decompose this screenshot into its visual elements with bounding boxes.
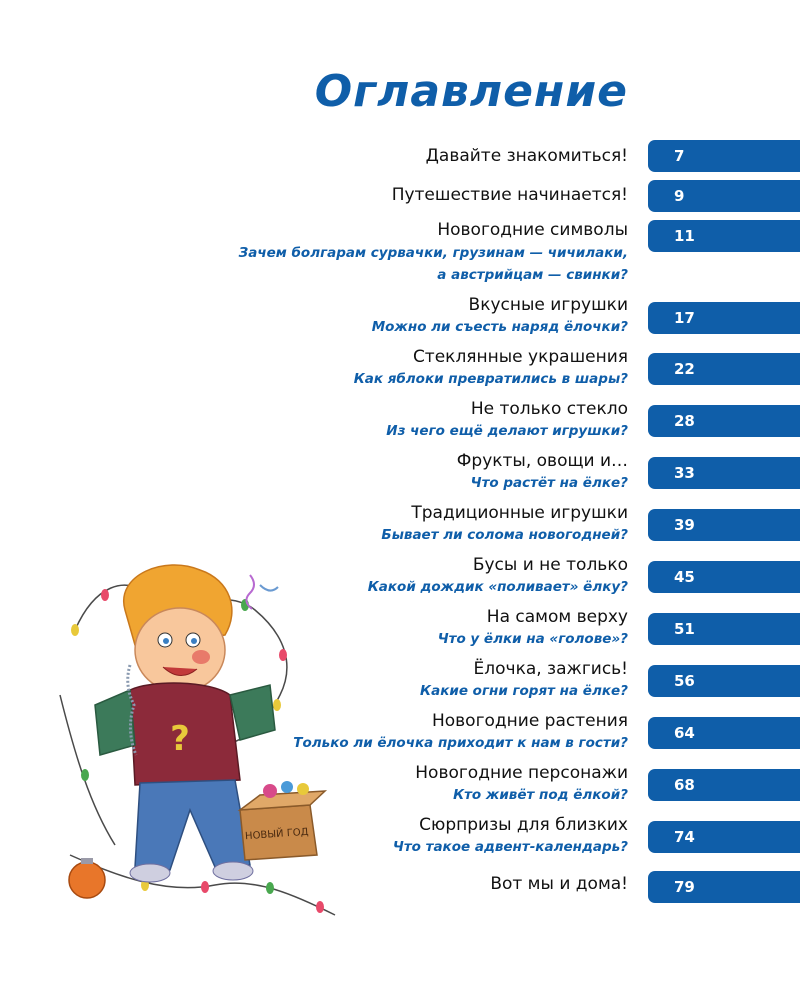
toc-heading: Путешествие начинается! [391,185,628,205]
toc-heading: Фрукты, овощи и… [456,451,628,471]
page-tab: 64 [648,717,800,749]
toc-heading: Новогодние персонажи [415,763,628,783]
toc-heading: Вот мы и дома! [490,874,628,894]
svg-text:?: ? [170,719,190,759]
page-tab: 28 [648,405,800,437]
page-tab: 7 [648,140,800,172]
box-label: НОВЫЙ ГОД [244,826,309,843]
toc-subtitle-line2: а австрийцам — свинки? [437,267,628,283]
toc-heading: Вкусные игрушки [468,295,628,315]
toc-subtitle: Какой дождик «поливает» ёлку? [367,579,628,595]
toc-subtitle: Можно ли съесть наряд ёлочки? [371,319,628,335]
toc-heading: Традиционные игрушки [411,503,628,523]
page-tab: 17 [648,302,800,334]
page-tab: 56 [648,665,800,697]
page-tab: 79 [648,871,800,903]
page-tab: 9 [648,180,800,212]
toc-subtitle: Как яблоки превратились в шары? [353,371,628,387]
page-tab: 39 [648,509,800,541]
toc-subtitle: Зачем болгарам сурвачки, грузинам — чичилаки, [238,245,628,261]
page-tab: 68 [648,769,800,801]
toc-subtitle: Какие огни горят на ёлке? [420,683,628,699]
page-tab: 74 [648,821,800,853]
toc-heading: Не только стекло [470,399,628,419]
toc-subtitle: Кто живёт под ёлкой? [453,787,628,803]
toc-subtitle: Только ли ёлочка приходит к нам в гости? [293,735,628,751]
page-title: Оглавление [314,66,628,117]
toc-heading: Стеклянные украшения [412,347,628,367]
toc-subtitle: Что такое адвент-календарь? [392,839,628,855]
page-tab: 45 [648,561,800,593]
boy-with-garland-illustration [55,555,355,925]
toc-heading: На самом верху [486,607,628,627]
page-tab: 11 [648,220,800,252]
toc-heading: Бусы и не только [472,555,628,575]
toc-subtitle: Что растёт на ёлке? [470,475,628,491]
toc-heading: Новогодние растения [431,711,628,731]
toc-heading: Новогодние символы [437,220,628,240]
toc-subtitle: Что у ёлки на «голове»? [437,631,628,647]
toc-heading: Давайте знакомиться! [425,146,628,166]
page-tab: 51 [648,613,800,645]
toc-subtitle: Из чего ещё делают игрушки? [386,423,628,439]
page-tab: 33 [648,457,800,489]
toc-heading: Ёлочка, зажгись! [473,659,628,679]
page-tab: 22 [648,353,800,385]
toc-heading: Сюрпризы для близких [419,815,628,835]
toc-subtitle: Бывает ли солома новогодней? [381,527,628,543]
